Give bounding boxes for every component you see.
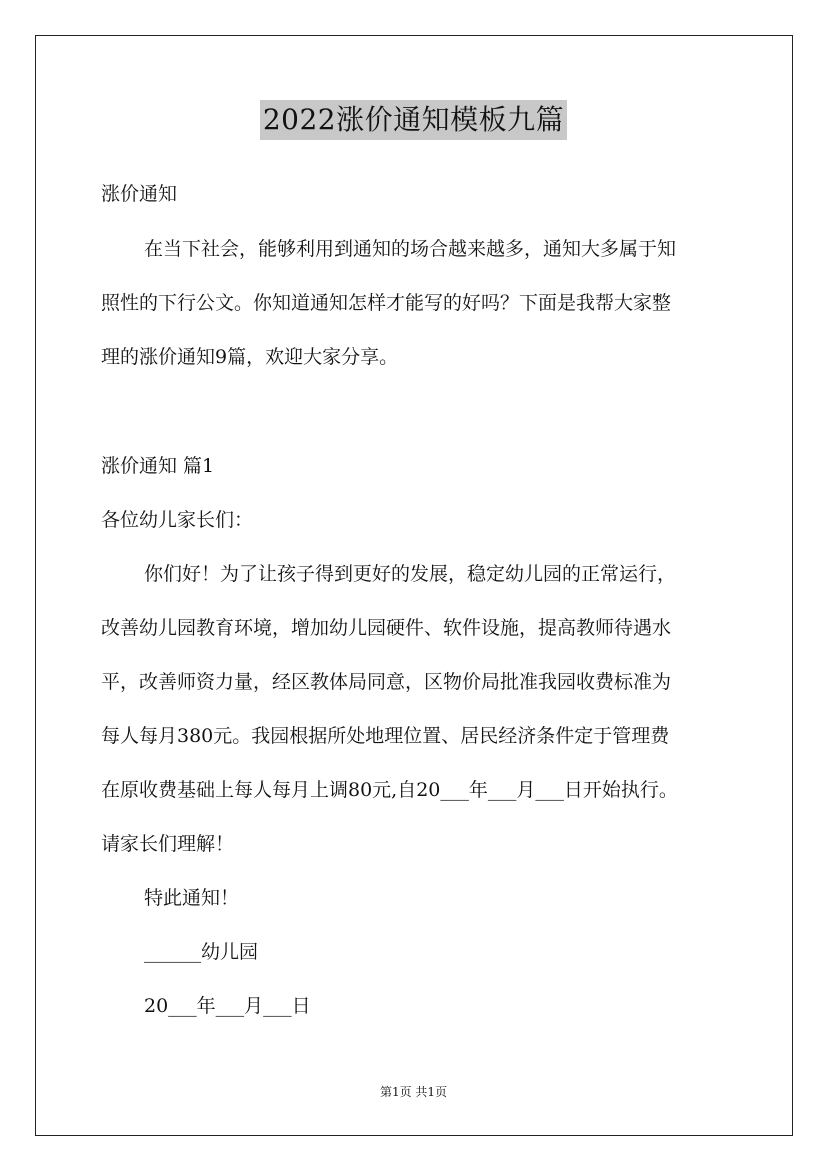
page-footer: 第1页 共1页	[379, 1085, 448, 1099]
title-container	[0, 100, 827, 140]
salutation: 各位幼儿家长们：	[101, 509, 254, 531]
intro-line-1: 在当下社会，能够利用到通知的场合越来越多，通知大多属于知	[144, 238, 677, 260]
body-line-4: 每人每月380元。我园根据所处地理位置、居民经济条件定于管理费	[101, 725, 670, 747]
date-line: 20___年___月___日	[144, 995, 311, 1017]
document-title: 2022涨价通知模板九篇	[260, 100, 567, 140]
document-heading: 涨价通知	[101, 183, 178, 205]
body-line-5: 在原收费基础上每人每月上调80元,自20___年___月___日开始执行。	[101, 779, 678, 801]
section-title: 涨价通知 篇1	[101, 455, 215, 477]
body-line-1: 你们好！为了让孩子得到更好的发展，稳定幼儿园的正常运行，	[144, 563, 677, 585]
body-line-3: 平，改善师资力量，经区教体局同意，区物价局批准我园收费标准为	[101, 671, 672, 693]
intro-line-3: 理的涨价通知9篇，欢迎大家分享。	[101, 346, 399, 368]
closing-text: 特此通知！	[144, 887, 240, 909]
body-line-2: 改善幼儿园教育环境，增加幼儿园硬件、软件设施，提高教师待遇水	[101, 617, 672, 639]
intro-line-2: 照性的下行公文。你知道通知怎样才能写的好吗？下面是我帮大家整	[101, 292, 672, 314]
signature: ______幼儿园	[144, 941, 259, 963]
body-line-6: 请家长们理解！	[101, 833, 235, 855]
